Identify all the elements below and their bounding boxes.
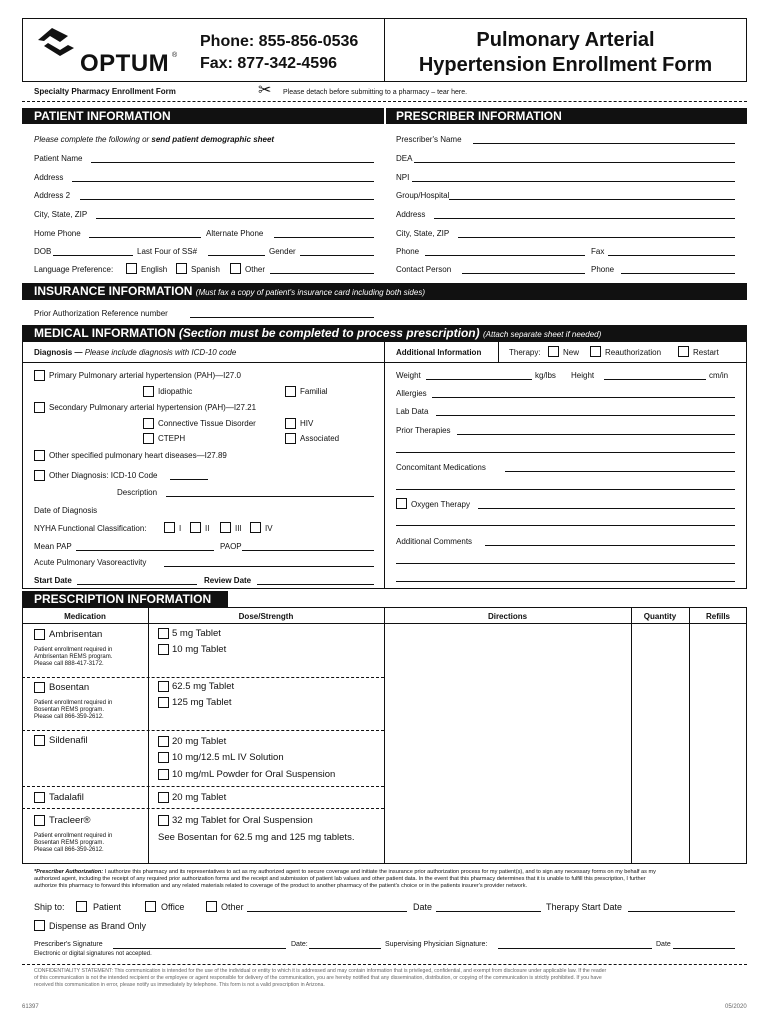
ship-other-label: Other [221,902,244,912]
col-dose: Dose/Strength [238,612,294,621]
hiv-checkbox[interactable] [285,418,296,429]
nyha-4-label: IV [265,524,273,533]
ssn-label: Last Four of SS# [137,247,198,256]
diagnosis-label: Diagnosis — Please include diagnosis with ICD-10 code [34,348,237,357]
rx-row-sep [22,677,384,678]
ship-to-label: Ship to: [34,902,65,912]
contact-phone-field[interactable] [621,273,735,274]
group-field[interactable] [449,199,735,200]
ssn-field[interactable] [208,255,265,256]
auth-line1: *Prescriber Authorization: I authorize this pharmacy and its representatives to act as my authorized agent to secure coverage and initiate the insurance prior authorization process for my patient(s), and to sign any necessary forms on my behalf as my [34,869,656,875]
ambrisentan-5mg-label: 5 mg Tablet [172,628,221,639]
rx-row-sep [22,808,384,809]
signature-field[interactable] [113,948,286,949]
ship-date-label: Date [413,902,433,912]
pres-phone-field[interactable] [425,255,585,256]
dea-label: DEA [396,154,413,163]
patient-name-field[interactable] [91,162,374,163]
pres-address-label: Address [396,210,426,219]
bosentan-note: Bosentan REMS program. [34,707,105,713]
nyha-label: NYHA Functional Classification: [34,524,147,533]
form-code: 61397 [22,1004,39,1010]
associated-label: Associated [300,434,340,443]
bosentan-note: Patient enrollment required in [34,700,113,706]
ship-other-field[interactable] [247,911,407,912]
npi-field[interactable] [412,181,735,182]
sildenafil-20mg-label: 20 mg Tablet [172,736,227,747]
nyha-2-label: II [205,524,210,533]
address-label: Address [34,173,64,182]
tracleer-32mg-label: 32 mg Tablet for Oral Suspension [172,815,313,826]
electronic-note: Electronic or digital signatures not accepted. [34,951,152,957]
alt-phone-label: Alternate Phone [206,229,264,238]
bosentan-label: Bosentan [49,682,90,693]
idiopathic-label: Idiopathic [158,387,193,396]
insurance-heading: INSURANCE INFORMATION (Must fax a copy of patient's insurance card including both sides) [22,283,747,300]
cteph-checkbox[interactable] [143,433,154,444]
brand-only-label: Dispense as Brand Only [49,921,147,931]
bosentan-125-label: 125 mg Tablet [172,697,232,708]
lab-label: Lab Data [396,407,429,416]
addinfo-sep [498,342,499,362]
secondary-pah-checkbox[interactable] [34,402,45,413]
ship-date-field[interactable] [436,911,541,912]
spanish-checkbox[interactable] [176,263,187,274]
nyha-3-checkbox[interactable] [220,522,231,533]
comments-field-3[interactable] [396,581,735,582]
group-label: Group/Hospital [396,191,450,200]
sig-date-field[interactable] [309,948,381,949]
patient-name-label: Patient Name [34,154,83,163]
description-label: Description [117,488,158,497]
patient-note: Please complete the following or send patient demographic sheet [34,135,275,144]
ship-other-checkbox[interactable] [206,901,217,912]
optum-logo-icon [34,26,82,62]
col-medication: Medication [64,612,106,621]
conf-line1: CONFIDENTIALITY STATEMENT: This communication is intended for the use of the individual or entity to which it is addressed and may contain information that is privileged, confidential, and exempt from disclosure under applicable law. If the reader [34,968,607,974]
ambrisentan-checkbox[interactable] [34,629,45,640]
paop-label: PAOP [220,542,242,551]
bosentan-62-checkbox[interactable] [158,681,169,692]
prescriber-heading: PRESCRIBER INFORMATION [386,108,747,124]
dob-label: DOB [34,247,52,256]
lang-other-label: Other [245,265,266,274]
therapy-restart-label: Restart [693,348,719,357]
sup-date-label: Date [656,941,671,948]
pres-phone-label: Phone [396,247,420,256]
addinfo-underline [384,362,747,363]
ship-patient-label: Patient [93,902,122,912]
other-diag-label: Other Diagnosis: ICD-10 Code [49,471,158,480]
nyha-2-checkbox[interactable] [190,522,201,533]
tracleer-note: Please call 866-359-2612. [34,847,104,853]
familial-checkbox[interactable] [285,386,296,397]
primary-pah-checkbox[interactable] [34,370,45,381]
icd-code-field[interactable] [170,479,208,480]
cmin-label: cm/in [709,371,729,380]
other-pul-checkbox[interactable] [34,450,45,461]
spanish-label: Spanish [191,265,220,274]
idiopathic-checkbox[interactable] [143,386,154,397]
lang-other-checkbox[interactable] [230,263,241,274]
sig-date-label: Date: [291,941,308,948]
home-phone-label: Home Phone [34,229,81,238]
scissors-icon: ✂ [258,82,272,99]
form-date: 05/2020 [725,1004,747,1010]
allergies-label: Allergies [396,389,427,398]
other-pul-label: Other specified pulmonary heart diseases—I27.89 [49,451,227,460]
rx-col2 [384,607,385,864]
weight-label: Weight [396,371,421,380]
paop-field[interactable] [242,550,374,551]
medical-divider [384,342,385,589]
address-field[interactable] [72,181,374,182]
tracleer-label: Tracleer® [49,815,91,826]
ship-office-checkbox[interactable] [145,901,156,912]
ambrisentan-note: Please call 888-417-3172. [34,661,104,667]
alt-phone-field[interactable] [274,237,374,238]
ship-patient-checkbox[interactable] [76,901,87,912]
weight-field[interactable] [426,379,532,380]
medical-heading: MEDICAL INFORMATION (Section must be completed to process prescription) (Attach separate sheet if needed) [22,325,747,342]
vaso-label: Acute Pulmonary Vasoreactivity [34,558,147,567]
auth-line2: authorized agent, including the receipt of any required prior authorization forms and the receipt and submission of patient lab values and other patient data. In the event that this pharmacy determines that it is unable to fulfill this prescription, I further [34,876,646,882]
sildenafil-label: Sildenafil [49,735,88,746]
sildenafil-iv-label: 10 mg/12.5 mL IV Solution [172,752,284,763]
ambrisentan-10mg-checkbox[interactable] [158,644,169,655]
tadalafil-checkbox[interactable] [34,792,45,803]
sup-sig-label: Supervising Physician Signature: [385,941,488,948]
tadalafil-label: Tadalafil [49,792,84,803]
optum-logo-text: OPTUM [80,50,170,77]
oxygen-field-2[interactable] [396,525,735,526]
ctd-checkbox[interactable] [143,418,154,429]
rx-col3 [631,607,632,864]
sildenafil-powder-label: 10 mg/mL Powder for Oral Suspension [172,769,336,780]
tracleer-note: Patient enrollment required in [34,833,113,839]
cteph-label: CTEPH [158,434,186,443]
form-title-line2: Hypertension Enrollment Form [418,54,713,76]
contact-phone-label: Phone [591,265,615,274]
english-label: English [141,265,168,274]
therapy-reauth-label: Reauthorization [605,348,662,357]
gender-label: Gender [269,247,296,256]
sildenafil-iv-checkbox[interactable] [158,752,169,763]
col-quantity: Quantity [643,612,677,621]
prior-therapies-field-2[interactable] [396,452,735,453]
address2-field[interactable] [80,199,374,200]
kglbs-label: kg/lbs [535,371,556,380]
oxygen-checkbox[interactable] [396,498,407,509]
therapy-start-field[interactable] [628,911,735,912]
nyha-3-label: III [235,524,242,533]
bosentan-checkbox[interactable] [34,682,45,693]
rx-col4 [689,607,690,864]
height-label: Height [571,371,595,380]
therapy-restart-checkbox[interactable] [678,346,689,357]
brand-only-checkbox[interactable] [34,920,45,931]
tracleer-checkbox[interactable] [34,815,45,826]
nyha-1-label: I [179,524,182,533]
diag-underline [22,362,384,363]
prescriber-name-field[interactable] [473,143,735,144]
home-phone-field[interactable] [89,237,201,238]
therapy-new-checkbox[interactable] [548,346,559,357]
ambrisentan-label: Ambrisentan [49,629,103,640]
lang-label: Language Preference: [34,265,114,274]
col-refills: Refills [705,612,730,621]
sup-sig-field[interactable] [498,948,652,949]
pres-city-field[interactable] [458,237,735,238]
primary-pah-label: Primary Pulmonary arterial hypertension (PAH)—I27.0 [49,371,241,380]
auth-line3: authorize this pharmacy to forward this information and any related materials related to coverage of the product to another pharmacy of the patient's choice or in the patients insurer's provider network. [34,883,528,889]
sildenafil-powder-checkbox[interactable] [158,769,169,780]
start-date-field[interactable] [77,584,197,585]
prescription-heading: PRESCRIPTION INFORMATION [22,591,228,607]
ship-office-label: Office [161,902,185,912]
tracleer-see-note: See Bosentan for 62.5 mg and 125 mg tablets. [158,832,355,843]
nyha-1-checkbox[interactable] [164,522,175,533]
bosentan-note: Please call 866-359-2612. [34,714,104,720]
address2-label: Address 2 [34,191,71,200]
therapy-label: Therapy: [509,348,541,357]
nyha-4-checkbox[interactable] [250,522,261,533]
conf-line2: of this communication is not the intended recipient or the employee or agent responsible for delivery of the communication, you are hereby notified that any dissemination, distribution, or copying of the communication is strictly prohibited. If you have [34,975,602,981]
detach-note: Please detach before submitting to a pharmacy – tear here. [283,89,468,96]
prescriber-name-label: Prescriber's Name [396,135,462,144]
concomitant-label: Concomitant Medications [396,463,486,472]
review-date-field[interactable] [257,584,374,585]
vaso-field[interactable] [164,566,374,567]
other-diag-checkbox[interactable] [34,470,45,481]
contact-field[interactable] [462,273,585,274]
ctd-label: Connective Tissue Disorder [158,419,256,428]
sup-date-field[interactable] [673,948,735,949]
ambrisentan-note: Patient enrollment required in [34,647,113,653]
oxygen-label: Oxygen Therapy [411,500,470,509]
footer-divider [22,964,747,965]
start-date-label: Start Date [34,576,72,585]
concomitant-field[interactable] [505,471,735,472]
mean-pap-field[interactable] [76,550,214,551]
secondary-pah-label: Secondary Pulmonary arterial hypertension (PAH)—I27.21 [49,403,257,412]
city-label: City, State, ZIP [34,210,88,219]
mean-pap-label: Mean PAP [34,542,72,551]
familial-label: Familial [300,387,328,396]
tear-line [22,101,747,102]
add-info-label: Additional Information [396,348,482,357]
concomitant-field-2[interactable] [396,489,735,490]
subtitle: Specialty Pharmacy Enrollment Form [34,87,176,96]
date-diag-label: Date of Diagnosis [34,506,98,515]
form-title-line1: Pulmonary Arterial [476,29,655,51]
phone-number: Phone: 855-856-0536 [200,33,359,50]
conf-line3: received this communication in error, please notify us immediately by telephone. This form is not a valid prescription in Arizona. [34,982,325,988]
therapy-new-label: New [563,348,580,357]
gender-field[interactable] [300,255,374,256]
comments-label: Additional Comments [396,537,473,546]
insurance-note: (Must fax a copy of patient's insurance card including both sides) [195,288,425,297]
col-directions: Directions [487,612,528,621]
review-date-label: Review Date [204,576,252,585]
pres-fax-field[interactable] [608,255,735,256]
dea-field[interactable] [414,162,735,163]
pres-city-label: City, State, ZIP [396,229,450,238]
allergies-field[interactable] [432,397,735,398]
oxygen-field[interactable] [478,508,735,509]
pres-fax-label: Fax [591,247,605,256]
prior-auth-field[interactable] [190,317,374,318]
height-field[interactable] [604,379,706,380]
tracleer-32mg-checkbox[interactable] [158,815,169,826]
lab-field[interactable] [436,415,735,416]
patient-heading: PATIENT INFORMATION [22,108,384,124]
therapy-reauth-checkbox[interactable] [590,346,601,357]
ambrisentan-note: Ambrisentan REMS program. [34,654,113,660]
sildenafil-20mg-checkbox[interactable] [158,736,169,747]
fax-number: Fax: 877-342-4596 [200,55,337,72]
ambrisentan-5mg-checkbox[interactable] [158,628,169,639]
comments-field-2[interactable] [396,563,735,564]
contact-label: Contact Person [396,265,452,274]
english-checkbox[interactable] [126,263,137,274]
rx-col1 [148,607,149,864]
npi-label: NPI [396,173,410,182]
ambrisentan-10mg-label: 10 mg Tablet [172,644,227,655]
dob-field[interactable] [53,255,133,256]
prior-therapies-label: Prior Therapies [396,426,451,435]
prior-therapies-field[interactable] [457,434,735,435]
city-field[interactable] [96,218,374,219]
bosentan-125-checkbox[interactable] [158,697,169,708]
therapy-start-label: Therapy Start Date [546,902,623,912]
hiv-label: HIV [300,419,314,428]
associated-checkbox[interactable] [285,433,296,444]
signature-label: Prescriber's Signature [34,941,103,948]
rx-row-sep [22,730,384,731]
pres-address-field[interactable] [434,218,735,219]
bosentan-62-label: 62.5 mg Tablet [172,681,235,692]
prior-auth-label: Prior Authorization Reference number [34,309,168,318]
tracleer-note: Bosentan REMS program. [34,840,105,846]
sildenafil-checkbox[interactable] [34,735,45,746]
description-field[interactable] [166,496,374,497]
tadalafil-20mg-checkbox[interactable] [158,792,169,803]
lang-other-field[interactable] [270,273,374,274]
rx-row-sep [22,786,384,787]
logo-registered: ® [172,52,178,59]
tadalafil-20mg-label: 20 mg Tablet [172,792,227,803]
comments-field[interactable] [485,545,735,546]
